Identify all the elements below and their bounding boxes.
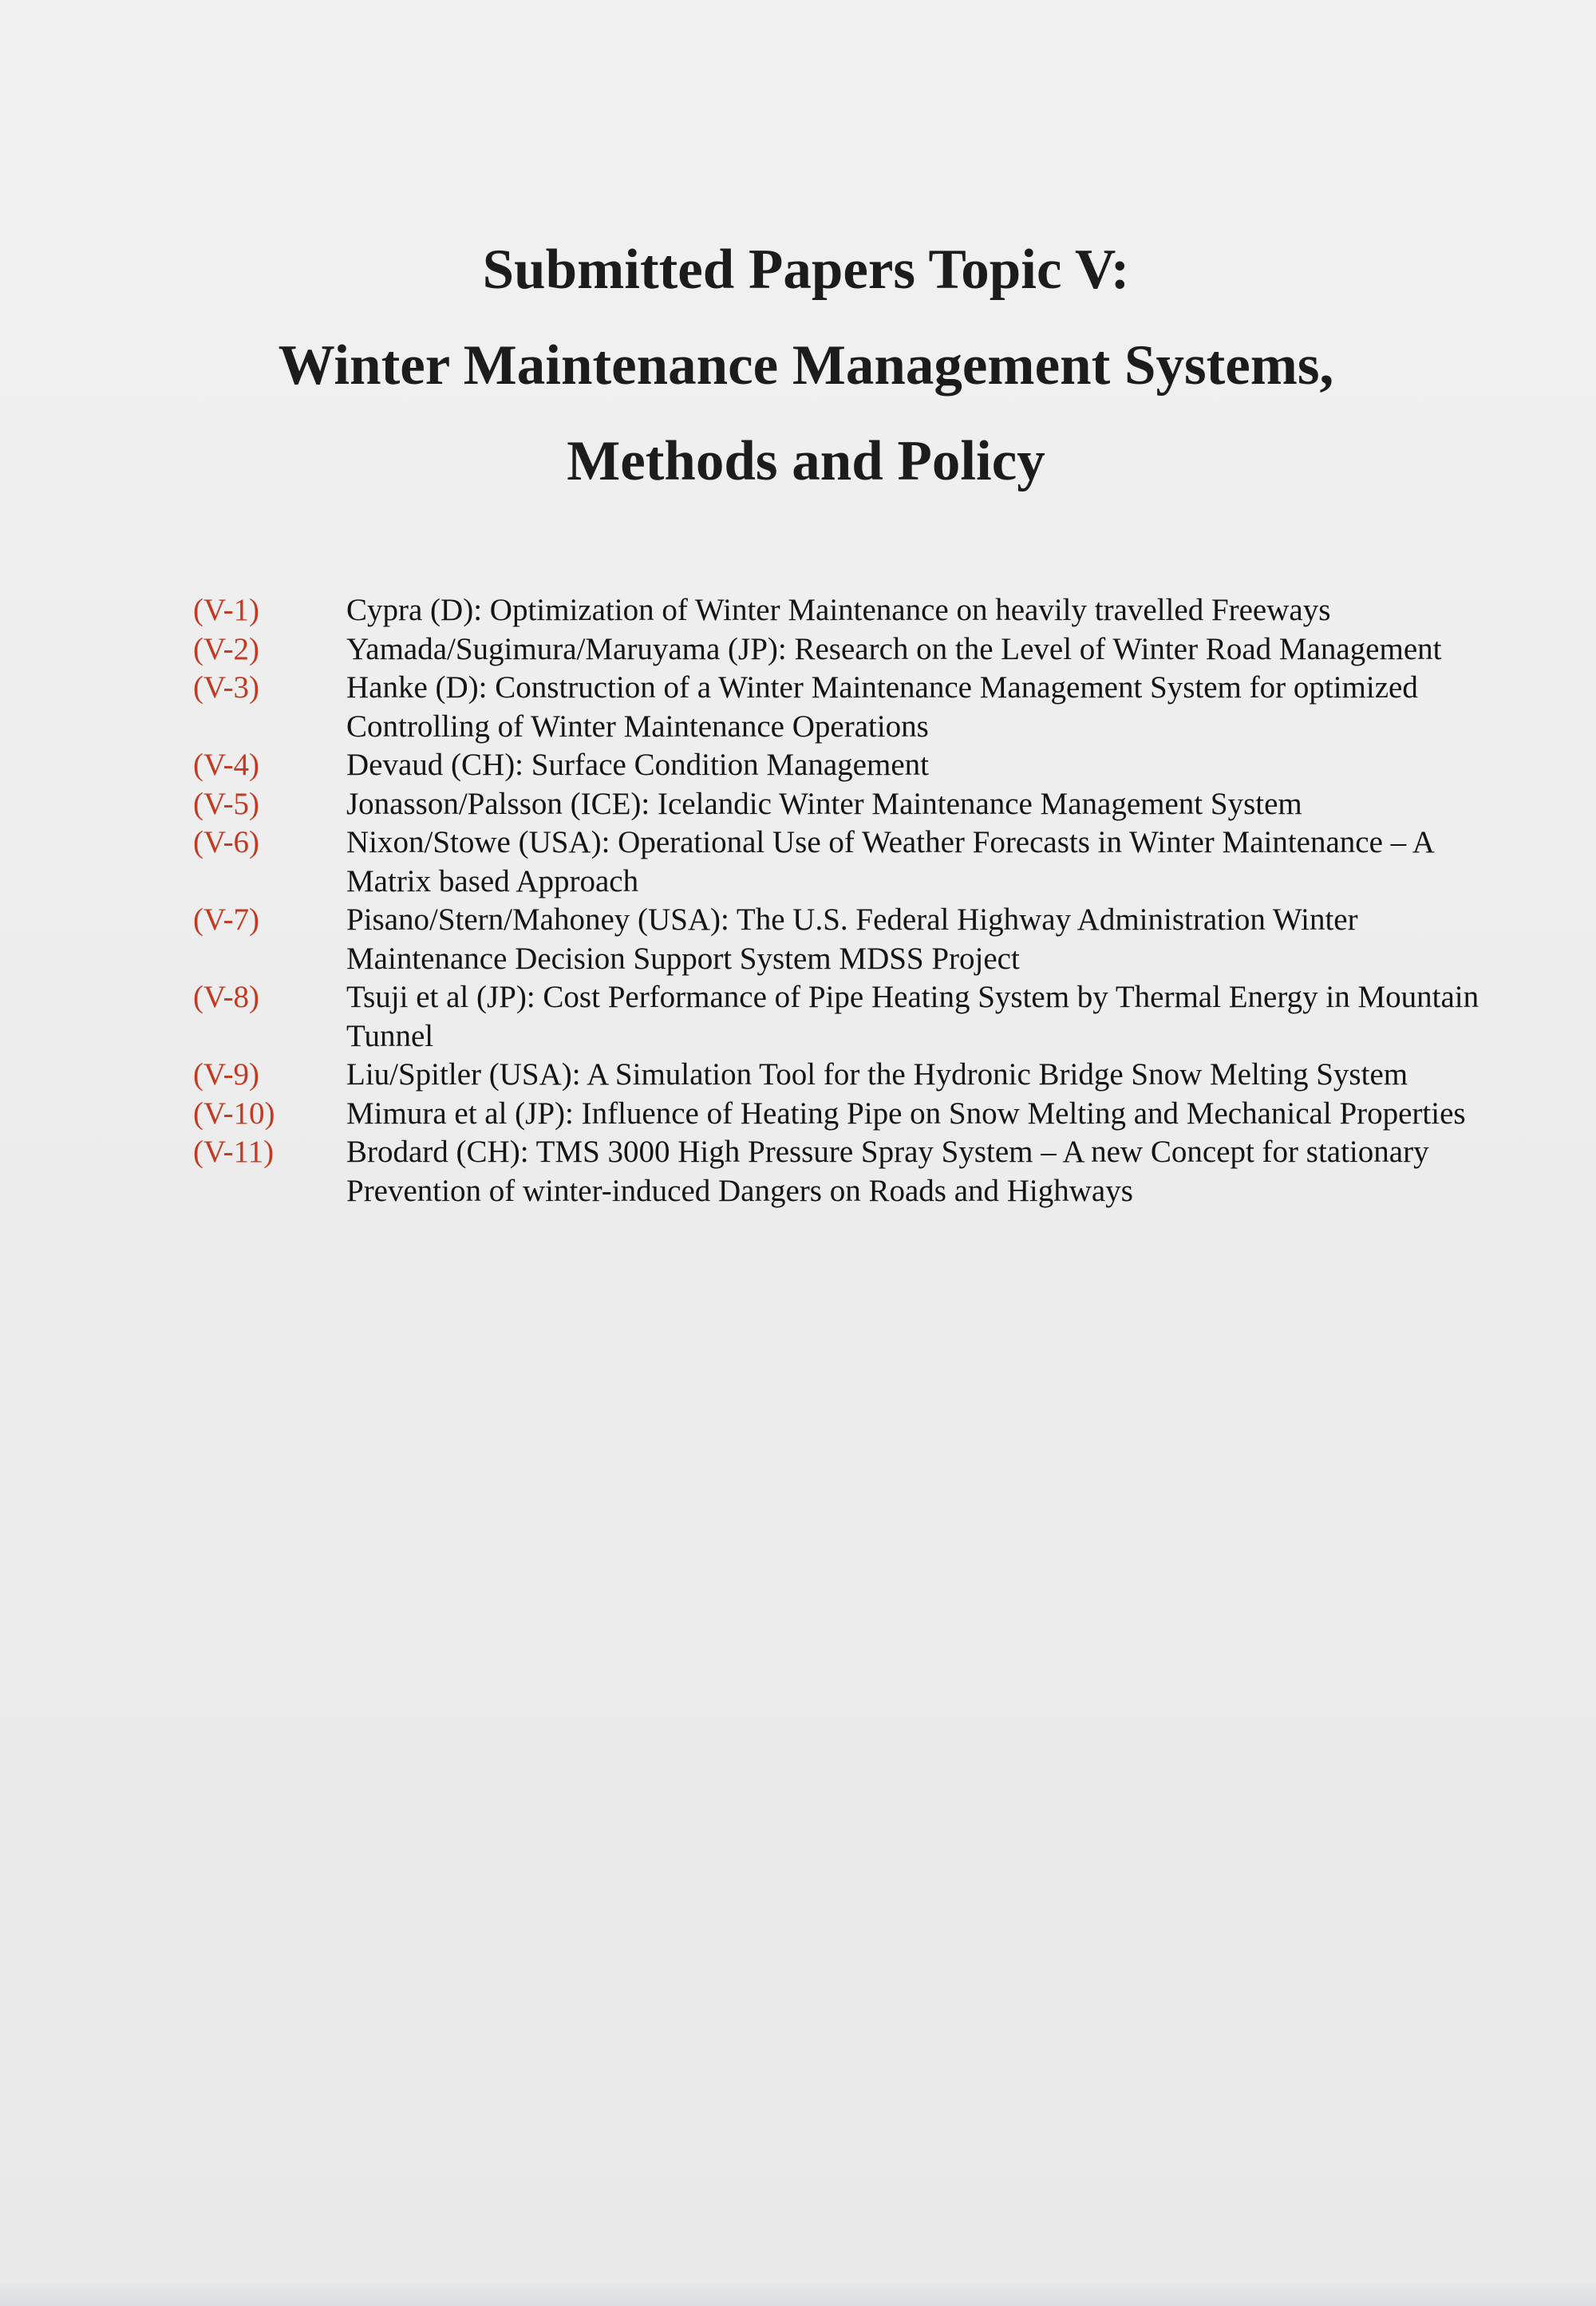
paper-title: Mimura et al (JP): Influence of Heating Pipe on Snow Melting and Mechanical Properties — [346, 1096, 1466, 1131]
paper-number: (V-9) — [193, 1057, 260, 1092]
paper-title: Pisano/Stern/Mahoney (USA): The U.S. Federal Highway Administration Winter Maintenance Decision Support System MDSS Project — [346, 902, 1358, 976]
paper-entry — [193, 1095, 1486, 1134]
paper-title: Tsuji et al (JP): Cost Performance of Pipe Heating System by Thermal Energy in Mountain Tunnel — [346, 980, 1479, 1053]
paper-entry — [193, 1056, 1486, 1095]
page-title — [120, 222, 1492, 509]
paper-entry — [193, 901, 1486, 978]
paper-number: (V-7) — [193, 902, 260, 937]
paper-number: (V-4) — [193, 748, 260, 782]
paper-entry — [193, 785, 1486, 824]
page-bottom-edge — [0, 2284, 1596, 2306]
paper-title: Cypra (D): Optimization of Winter Maintenance on heavily travelled Freeways — [346, 593, 1331, 627]
paper-title: Liu/Spitler (USA): A Simulation Tool for the Hydronic Bridge Snow Melting System — [346, 1057, 1408, 1092]
paper-number: (V-11) — [193, 1135, 275, 1169]
paper-number: (V-3) — [193, 670, 260, 705]
paper-title: Nixon/Stowe (USA): Operational Use of Weather Forecasts in Winter Maintenance – A Matrix based Approach — [346, 825, 1433, 898]
paper-number: (V-10) — [193, 1096, 275, 1131]
title-line-3: Methods and Policy — [567, 430, 1045, 492]
title-line-1: Submitted Papers Topic V: — [482, 239, 1130, 301]
paper-number: (V-2) — [193, 631, 260, 666]
paper-list — [193, 591, 1486, 1210]
paper-title: Brodard (CH): TMS 3000 High Pressure Spray System – A new Concept for stationary Prevention of winter-induced Dangers on Roads and Highways — [346, 1135, 1429, 1208]
paper-title: Devaud (CH): Surface Condition Management — [346, 748, 929, 782]
paper-number: (V-5) — [193, 786, 260, 821]
paper-entry — [193, 669, 1486, 746]
paper-entry — [193, 1133, 1486, 1210]
paper-title: Jonasson/Palsson (ICE): Icelandic Winter Maintenance Management System — [346, 786, 1302, 821]
paper-number: (V-1) — [193, 593, 260, 627]
paper-number: (V-6) — [193, 825, 260, 859]
paper-entry — [193, 746, 1486, 785]
title-line-2: Winter Maintenance Management Systems, — [278, 334, 1334, 397]
paper-number: (V-8) — [193, 980, 260, 1014]
paper-title: Hanke (D): Construction of a Winter Maintenance Management System for optimized Controlling of Winter Maintenance Operations — [346, 670, 1418, 744]
paper-title: Yamada/Sugimura/Maruyama (JP): Research on the Level of Winter Road Management — [346, 631, 1442, 666]
paper-entry — [193, 630, 1486, 669]
paper-entry — [193, 591, 1486, 630]
paper-entry — [193, 978, 1486, 1056]
paper-entry — [193, 823, 1486, 901]
